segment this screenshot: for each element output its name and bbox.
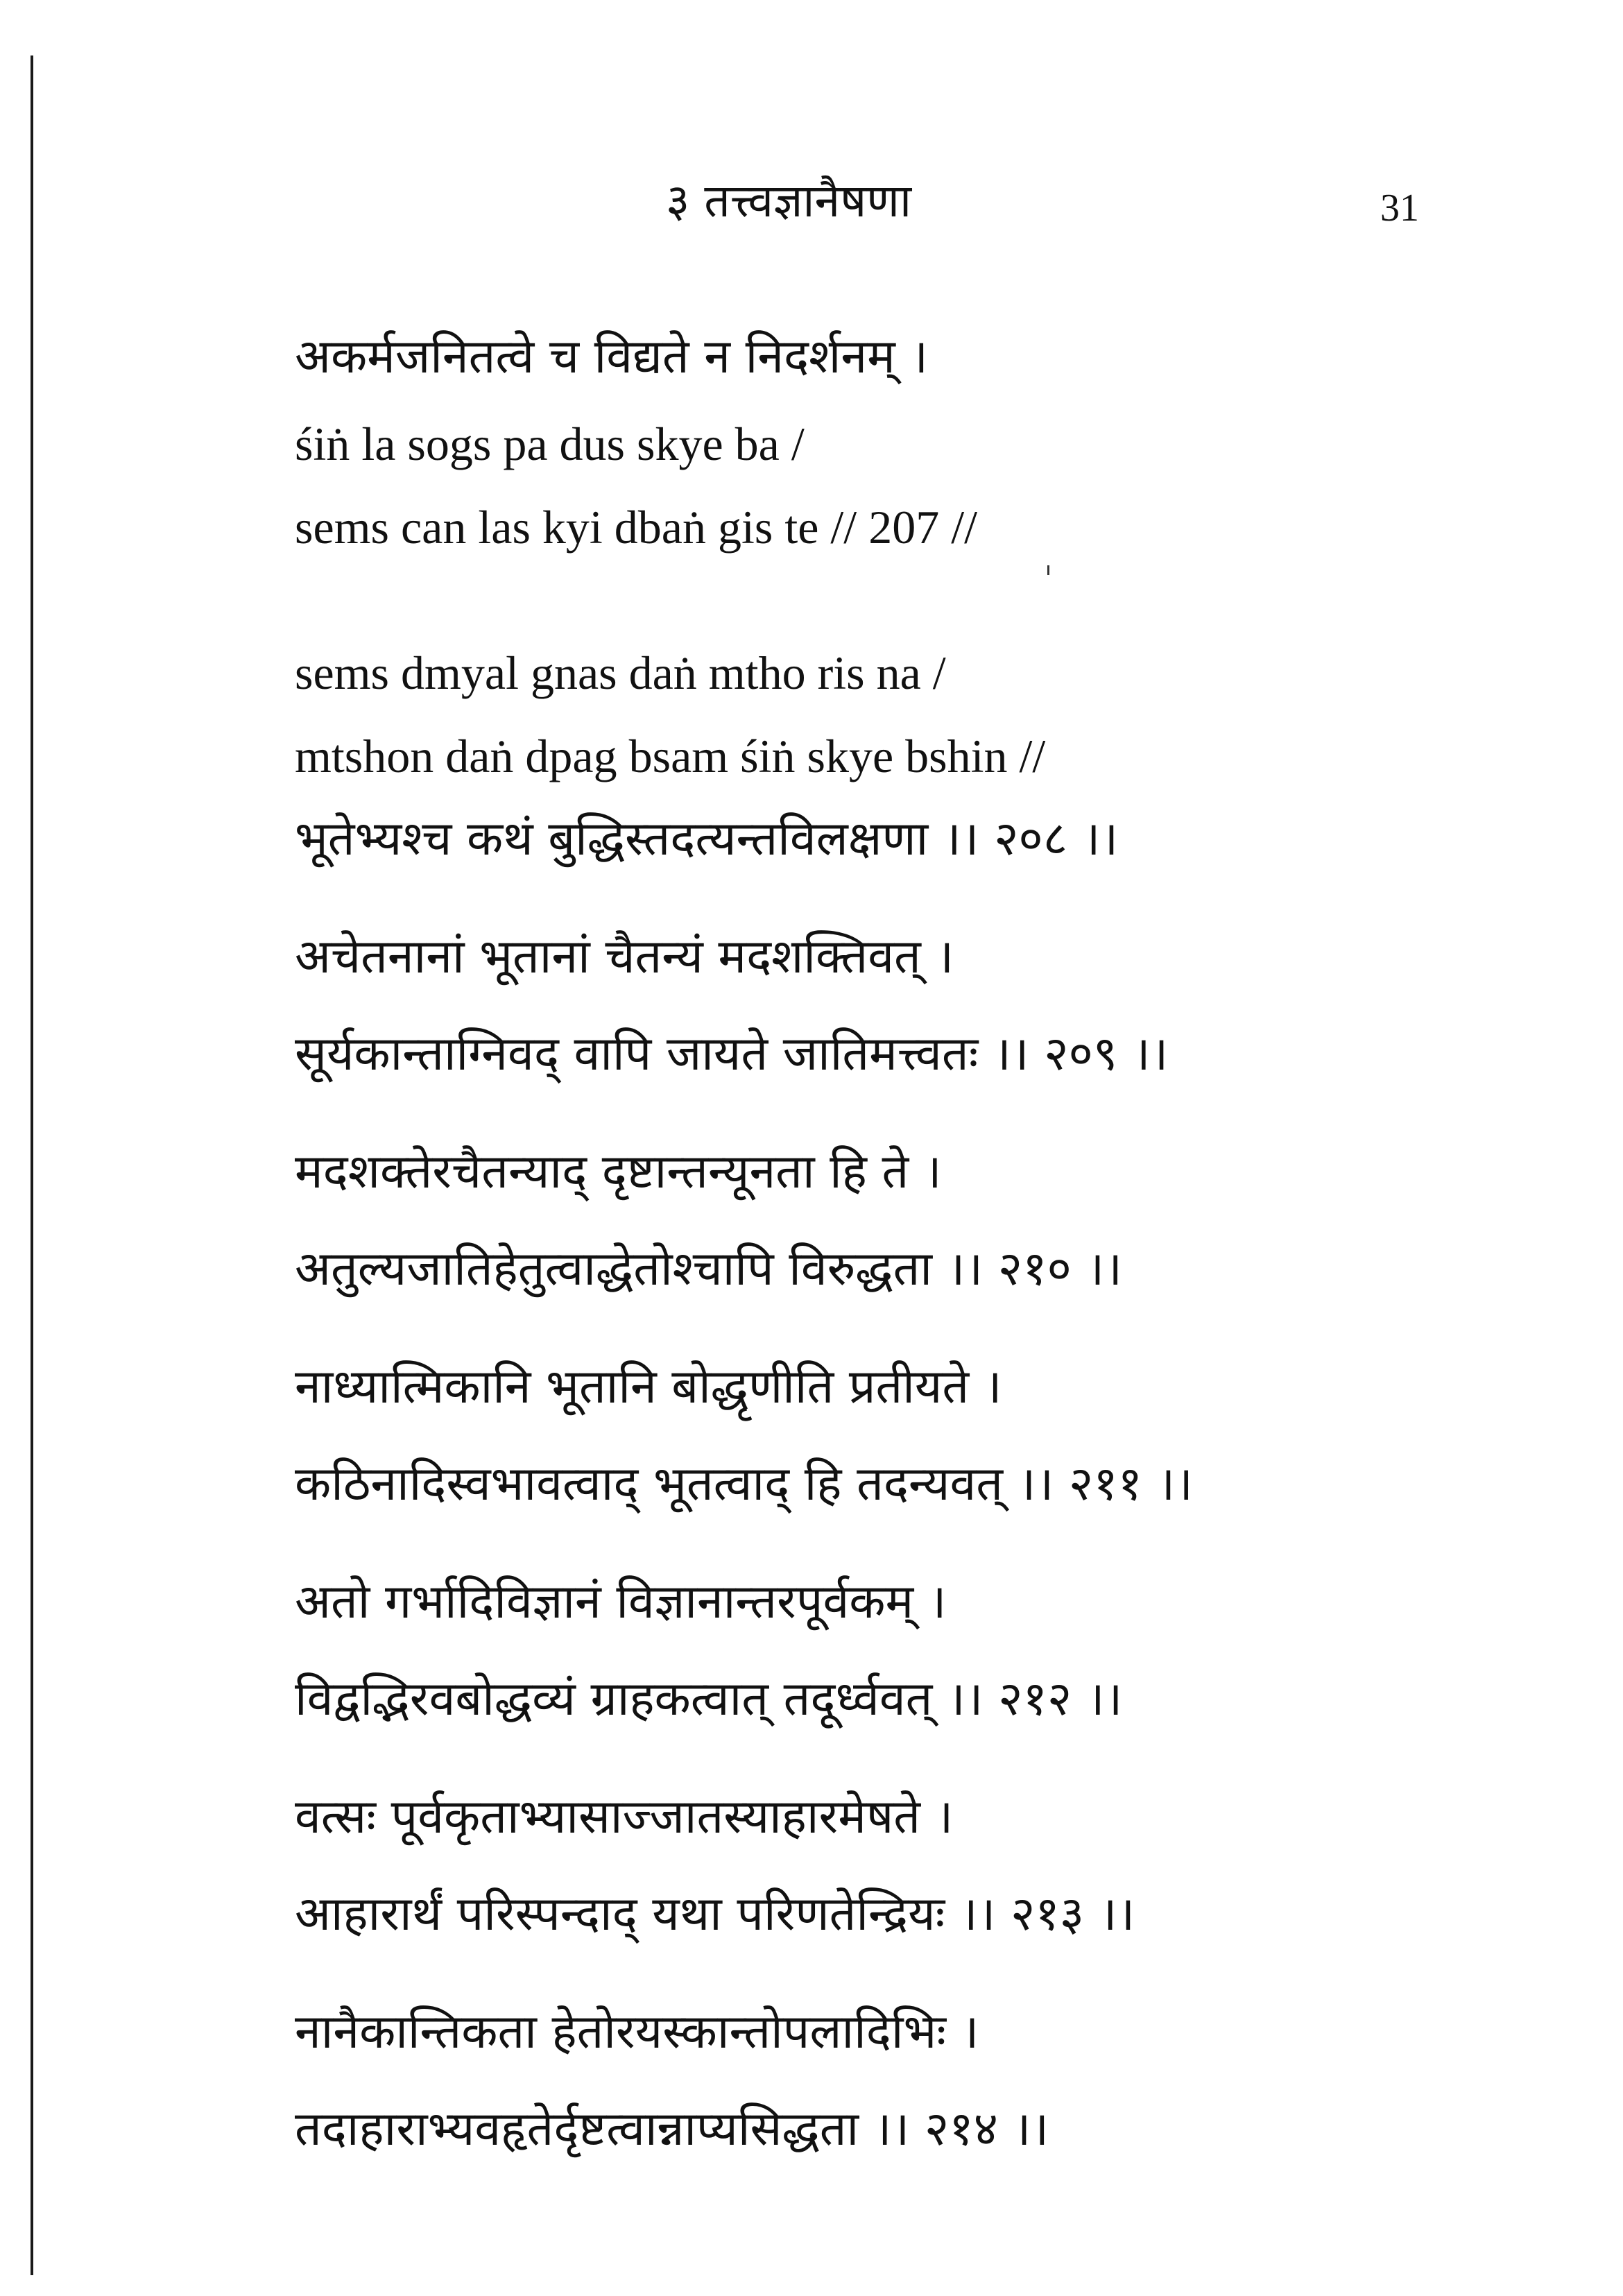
verse-line: अकर्मजनितत्वे च विद्यते न निदर्शनम् । (295, 329, 929, 384)
verse-line: वत्सः पूर्वकृताभ्यासाज्जातस्याहारमेषते । (295, 1790, 954, 1844)
tibetan-transliteration-line: sems dmyal gnas daṅ mtho ris na / (295, 646, 946, 699)
left-margin-rule (31, 55, 33, 2275)
verse-line: सूर्यकान्ताग्निवद् वापि जायते जातिमत्त्वतः ।। २०९ ।। (295, 1027, 1169, 1081)
tibetan-transliteration-line: mtshon daṅ dpag bsam śiṅ skye bshin // (295, 730, 1046, 782)
verse-line: अतो गर्भादिविज्ञानं विज्ञानान्तरपूर्वकम् । (295, 1575, 947, 1629)
verse-line: नाध्यात्मिकानि भूतानि बोद्धृणीति प्रतीयते । (295, 1360, 1002, 1414)
chapter-title: ३ तत्त्वज्ञानैषणा (666, 174, 912, 228)
verse-line: मदशक्तेरचैतन्याद् दृष्टान्तन्यूनता हि ते । (295, 1145, 942, 1199)
verse-line: अचेतनानां भूतानां चैतन्यं मदशक्तिवत् । (295, 929, 954, 984)
verse-line: अतुल्यजातिहेतुत्वाद्धेतोश्चापि विरुद्धता ।। २१० ।। (295, 1242, 1123, 1296)
print-speck (1047, 565, 1049, 575)
running-head (0, 166, 1623, 243)
verse-line: विद्वद्भिरवबोद्धव्यं ग्राहकत्वात् तदूर्ध्ववत् ।। २१२ ।। (295, 1672, 1123, 1727)
verse-line: आहारार्थं परिस्पन्दाद् यथा परिणतेन्द्रियः ।। २१३ ।। (295, 1887, 1135, 1942)
verse-line: कठिनादिस्वभावत्वाद् भूतत्वाद् हि तदन्यवत् ।। २११ ।। (295, 1457, 1194, 1511)
tibetan-transliteration-line: sems can las kyi dbaṅ gis te // 207 // (295, 501, 977, 554)
verse-line: भूतेभ्यश्च कथं बुद्धिस्तदत्यन्तविलक्षणा ।। २०८ ।। (295, 812, 1119, 866)
verse-line: नानैकान्तिकता हेतोरयस्कान्तोपलादिभिः । (295, 2005, 979, 2059)
tibetan-transliteration-line: śiṅ la sogs pa dus skye ba / (295, 418, 805, 470)
page-number: 31 (1380, 187, 1419, 230)
verse-line: तदाहाराभ्यवहृतेर्दृष्टत्वान्नाप्यसिद्धता ।। २१४ ।। (295, 2102, 1049, 2157)
